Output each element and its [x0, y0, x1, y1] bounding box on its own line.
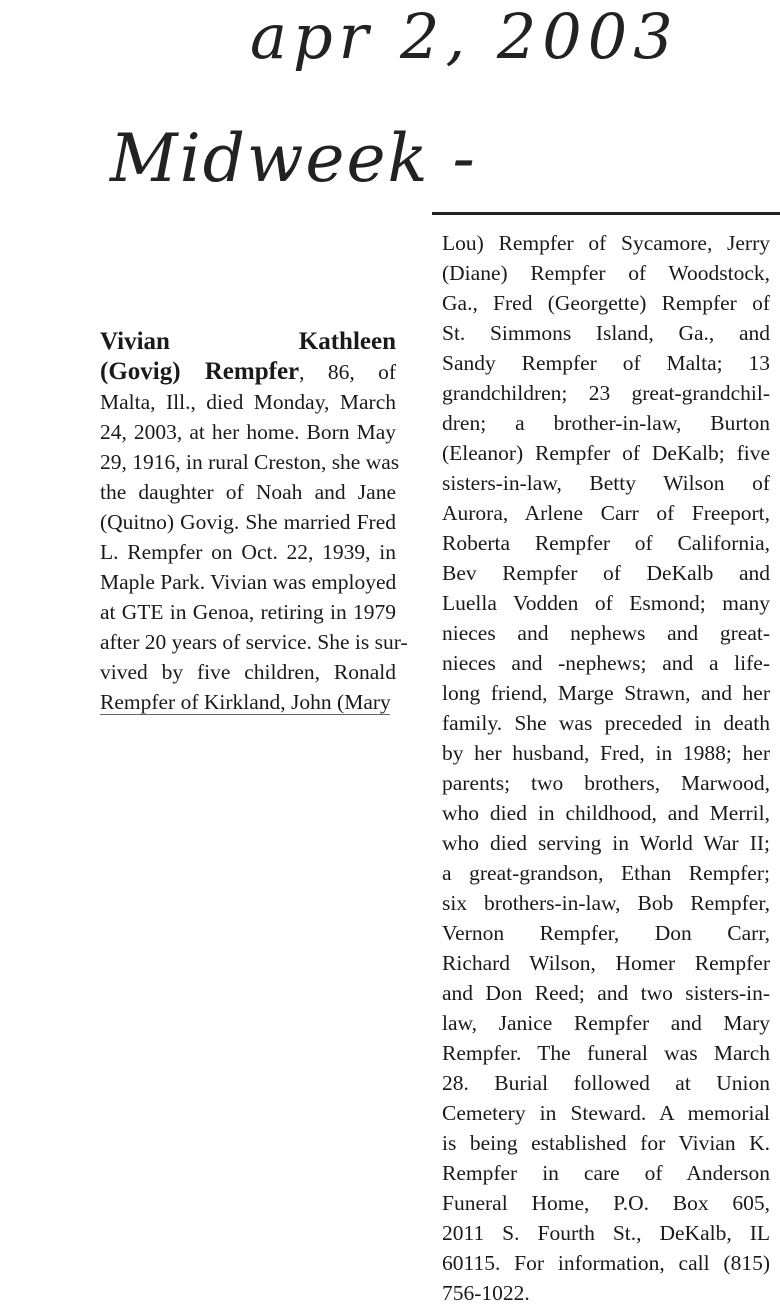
text-line: Rempfer of Kirkland, John (Mary	[100, 690, 391, 714]
text-line: the daughter of Noah and Jane	[100, 480, 396, 504]
text-line: (Eleanor) Rempfer of DeKalb; five	[442, 441, 770, 465]
text-line: who died serving in World War II;	[442, 831, 770, 855]
text-line: six brothers-in-law, Bob Rempfer,	[442, 891, 770, 915]
headline-line-1	[100, 327, 396, 357]
text-line: (Quitno) Govig. She married Fred	[100, 510, 396, 534]
text-line: Bev Rempfer of DeKalb and	[442, 561, 770, 585]
headline-line-2	[100, 357, 396, 387]
text-line: Sandy Rempfer of Malta; 13	[442, 351, 770, 375]
text-line: Funeral Home, P.O. Box 605,	[442, 1191, 770, 1215]
text-line: Ga., Fred (Georgette) Rempfer of	[442, 291, 770, 315]
text-line: 756-1022.	[442, 1281, 530, 1305]
text-line: Luella Vodden of Esmond; many	[442, 591, 770, 615]
text-line: who died in childhood, and Merril,	[442, 801, 770, 825]
text-line: parents; two brothers, Marwood,	[442, 771, 770, 795]
text-line: Rempfer. The funeral was March	[442, 1041, 770, 1065]
text-line: Richard Wilson, Homer Rempfer	[442, 951, 770, 975]
text-line: Roberta Rempfer of California,	[442, 531, 770, 555]
text-line: and Don Reed; and two sisters-in-	[442, 981, 770, 1005]
handwritten-publication: Midweek -	[110, 120, 477, 197]
text-line: Malta, Ill., died Monday, March	[100, 390, 396, 414]
text-line: Aurora, Arlene Carr of Freeport,	[442, 501, 770, 525]
text-line: nieces and -nephews; and a life-	[442, 651, 770, 675]
text-line: Lou) Rempfer of Sycamore, Jerry	[442, 231, 770, 255]
text-line: 24, 2003, at her home. Born May	[100, 420, 396, 444]
headline-age: , 86, of	[299, 360, 396, 384]
text-line: St. Simmons Island, Ga., and	[442, 321, 770, 345]
handwritten-date: apr 2, 2003	[250, 0, 679, 73]
text-line: grandchildren; 23 great-grandchil-	[442, 381, 770, 405]
text-line: is being established for Vivian K.	[442, 1131, 770, 1155]
left-column	[100, 327, 408, 717]
text-line: after 20 years of service. She is sur-	[100, 630, 408, 654]
text-line: by her husband, Fred, in 1988; her	[442, 741, 770, 765]
text-line: Cemetery in Steward. A memorial	[442, 1101, 770, 1125]
text-line: 60115. For information, call (815)	[442, 1251, 770, 1275]
column-top-rule	[432, 212, 780, 215]
left-end-rule	[100, 714, 390, 715]
text-line: at GTE in Genoa, retiring in 1979	[100, 600, 396, 624]
left-body	[100, 387, 408, 717]
text-line: law, Janice Rempfer and Mary	[442, 1011, 770, 1035]
text-line: 29, 1916, in rural Creston, she was	[100, 450, 400, 474]
text-line: dren; a brother-in-law, Burton	[442, 411, 770, 435]
text-line: family. She was preceded in death	[442, 711, 770, 735]
right-column	[442, 228, 770, 1308]
text-line: Maple Park. Vivian was employed	[100, 570, 397, 594]
text-line: Vernon Rempfer, Don Carr,	[442, 921, 770, 945]
text-line: a great-grandson, Ethan Rempfer;	[442, 861, 770, 885]
text-line: 28. Burial followed at Union	[442, 1071, 770, 1095]
headline-surname: (Govig) Rempfer	[100, 358, 300, 385]
text-line: long friend, Marge Strawn, and her	[442, 681, 770, 705]
text-line: 2011 S. Fourth St., DeKalb, IL	[442, 1221, 770, 1245]
text-line: (Diane) Rempfer of Woodstock,	[442, 261, 770, 285]
headline-name: Vivian Kathleen	[100, 328, 396, 355]
text-line: vived by five children, Ronald	[100, 660, 396, 684]
text-line: Rempfer in care of Anderson	[442, 1161, 770, 1185]
text-line: L. Rempfer on Oct. 22, 1939, in	[100, 540, 396, 564]
text-line: sisters-in-law, Betty Wilson of	[442, 471, 770, 495]
text-line: nieces and nephews and great-	[442, 621, 770, 645]
